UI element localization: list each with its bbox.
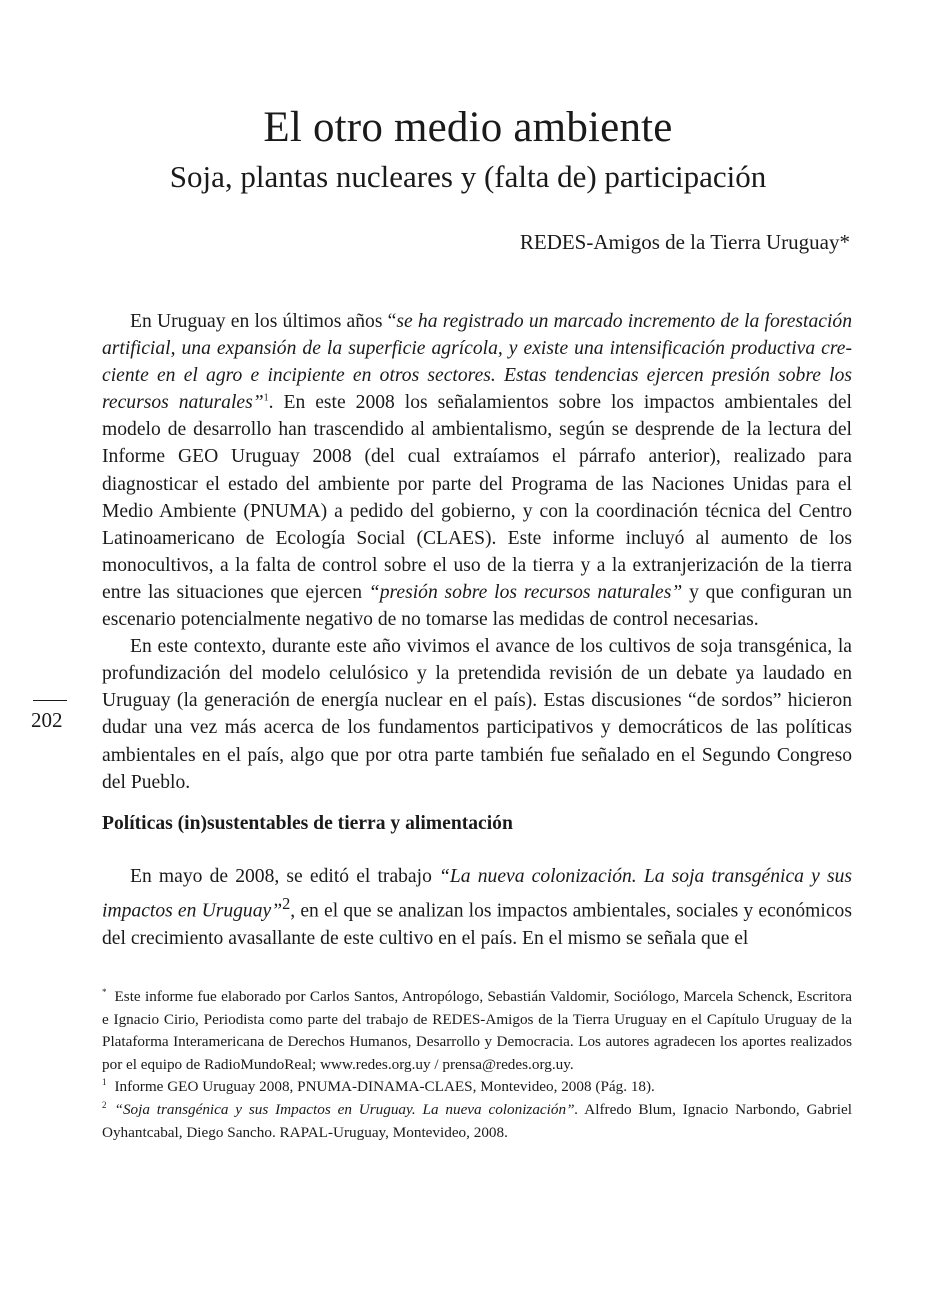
paragraph-1-lead: En Uruguay en los últimos años “ <box>130 311 397 332</box>
body-text-2 <box>102 863 852 952</box>
page-title: El otro medio ambiente <box>263 104 673 151</box>
paragraph-1-tail: y que configuran un escenario potencialmente negativo de no tomarse las medidas de control necesarias. <box>102 581 852 631</box>
paragraph-1-middle: . En este 2008 los señalamientos sobre los impactos ambientales del modelo de desarrollo han trascendido al ambientalismo, según se desprende de la lectura del Informe GEO Uruguay 2008 (del cual extraíamos el párrafo anterior), realizado para diagnosticar el estado del ambiente por parte del Programa de las Naciones Unidas para el Medio Ambiente (PNUMA) a pedido del gobierno, y con la coordinación técnica del Centro Latinoamericano de Ecología Social (CLAES). Este informe incluyó al aumento de los monocultivos, a la falta de control sobre el uso de la tierra y a la extranjerización de la tierra entre las situaciones que ejercen <box>102 392 852 603</box>
footnote-star <box>102 986 852 1076</box>
paragraph-1-quote: se ha registrado un marcado incremento de la forestación artificial, una expansión de la superficie agrícola, y existe una intensificación productiva creciente en el agro e incipiente en otros sectores. Estas tendencias ejercen presión sobre los recursos naturales” <box>102 311 852 414</box>
paragraph-3-quote: “La nueva colonización. La soja transgénica y sus impactos en Uruguay” <box>102 866 852 922</box>
section-heading: Políticas (in)sustentables de tierra y alimentación <box>102 813 513 834</box>
paragraph-1-quote-2: “presión sobre los recursos naturales” <box>368 581 683 603</box>
paragraph-1 <box>102 308 852 633</box>
footnote-1 <box>102 1076 852 1099</box>
paragraph-3-tail: , en el que se analizan los impactos ambientales, sociales y económicos del crecimiento avasallante de este cultivo en el país. En el mismo se señala que el <box>102 900 852 949</box>
author-line: REDES-Amigos de la Tierra Uruguay* <box>519 230 850 254</box>
paragraph-2: En este contexto, durante este año vivimos el avance de los cultivos de soja transgénica, la profundización del modelo celulósico y la pretendida revisión de un debate ya laudado en Uruguay (la generación de energía nuclear en el país). Estas discusiones “de sordos” hicieron dudar una vez más acerca de los fundamentos participativos y democráticos de las políticas ambientales en el país, algo que por otra parte también fue señalado en el Segundo Congreso del Pueblo. <box>102 636 852 793</box>
body-text <box>102 308 852 796</box>
footnote-star-marker: * <box>102 986 107 997</box>
footnote-ref-2: 2 <box>282 894 291 914</box>
footnote-1-text: Informe GEO Uruguay 2008, PNUMA-DINAMA-CLAES, Montevideo, 2008 (Pág. 18). <box>114 1078 655 1096</box>
footnote-2 <box>102 1099 852 1144</box>
paragraph-3-lead: En mayo de 2008, se editó el trabajo <box>130 866 440 887</box>
page-subtitle: Soja, plantas nucleares y (falta de) participación <box>169 159 767 194</box>
paragraph-3 <box>102 863 852 952</box>
page-number: 202 <box>31 708 63 732</box>
footnote-1-marker: 1 <box>102 1077 107 1088</box>
footnotes <box>102 986 852 1144</box>
footnote-star-text: Este informe fue elaborado por Carlos Santos, Antropólogo, Sebastián Valdomir, Sociólogo, Marcela Schenck, Escritora e Ignacio Cirio, Periodista como parte del trabajo de REDES-Amigos de la Tierra Uruguay en el Capítulo Uruguay de la Plataforma Interamericana de Derechos Humanos, Desarrollo y Democracia. Los autores agradecen los aportes realizados por el equipo de RadioMundoReal; www.redes.org.uy / prensa@redes.org.uy. <box>102 988 852 1073</box>
page-number-rule <box>33 700 67 701</box>
footnote-2-marker: 2 <box>102 1099 107 1110</box>
footnote-ref-1: 1 <box>263 392 269 404</box>
footnote-2-italic: “Soja transgénica y sus Impactos en Uruguay. La nueva colonización”. <box>114 1100 579 1118</box>
footnote-2-text: Alfredo Blum, Ignacio Narbondo, Gabriel Oyhantcabal, Diego Sancho. RAPAL-Uruguay, Montevideo, 2008. <box>102 1100 852 1141</box>
